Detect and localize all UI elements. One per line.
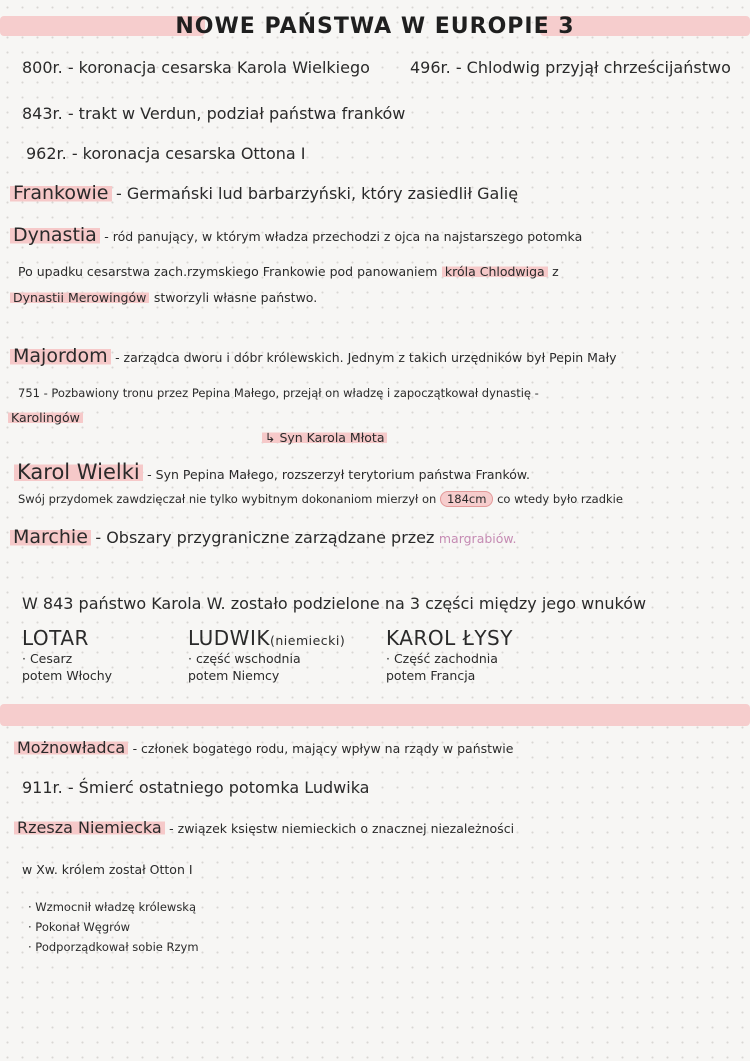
po-upadku-line-2 <box>10 290 317 306</box>
rzesza-def: - związek księstw niemieckich o znacznej niezależności <box>169 821 515 836</box>
text-751: 751 - Pozbawiony tronu przez Pepina Małego, przejął on władzę i zapoczątkował dynastię - <box>18 386 539 400</box>
text-843: 843r. - trakt w Verdun, podział państwa franków <box>22 104 406 123</box>
xw-text: w Xw. królem został Otton I <box>22 862 193 877</box>
frankowie-line <box>10 182 518 204</box>
ludwik-sub: (niemiecki) <box>269 633 346 648</box>
karol-lysy-l2: potem Francja <box>386 668 476 683</box>
column-lotar <box>22 626 112 684</box>
syn-line <box>262 430 387 446</box>
frankowie-def: - Germański lud barbarzyński, który zasiedlił Galię <box>115 184 519 203</box>
merowingow: Dynastii Merowingów <box>10 290 149 305</box>
mozno-def: - członek bogatego rodu, mający wpływ na rządy w państwie <box>132 741 514 756</box>
karol-wielki-2a: Swój przydomek zawdzięczał nie tylko wybitnym dokonaniom mierzył on <box>18 492 437 506</box>
po-upadku-a: Po upadku cesarstwa zach.rzymskiego Frankowie pod panowaniem <box>18 264 438 279</box>
dynastia-line <box>10 224 582 246</box>
lotar-l1: · Cesarz <box>22 651 73 666</box>
karol-wielki-def: - Syn Pepina Małego, rozszerzył terytorium państwa Franków. <box>147 467 530 482</box>
ludwik-l2: potem Niemcy <box>188 668 280 683</box>
karol-wielki-2c: co wtedy było rzadkie <box>497 492 623 506</box>
po-upadku-d: stworzyli własne państwo. <box>153 290 318 305</box>
w843-line <box>22 594 646 613</box>
frankowie-term: Frankowie <box>10 182 112 204</box>
height-badge: 184cm <box>440 491 493 507</box>
w843-text: W 843 państwo Karola W. zostało podzielone na 3 części między jego wnuków <box>22 594 647 613</box>
rzesza-line <box>14 818 514 837</box>
mozno-line <box>14 738 513 757</box>
line-962 <box>26 144 306 163</box>
bullet-1-text: · Wzmocnił władzę królewską <box>28 900 197 914</box>
majordom-term: Majordom <box>10 345 111 367</box>
po-upadku-b: króla Chlodwiga <box>442 264 548 279</box>
line-843 <box>22 104 405 123</box>
section-band <box>0 704 750 726</box>
marchie-def: - Obszary przygraniczne zarządzane przez <box>95 528 435 547</box>
marchie-line <box>10 526 516 548</box>
bullet-2 <box>28 920 130 934</box>
dynastia-term: Dynastia <box>10 224 100 246</box>
karol-lysy-head: KAROL ŁYSY <box>386 626 513 650</box>
xw-line <box>22 862 193 877</box>
rzesza-term: Rzesza Niemiecka <box>14 818 165 837</box>
text-962: 962r. - koronacja cesarska Ottona I <box>26 144 306 163</box>
ludwik-l1: · część wschodnia <box>188 651 301 666</box>
syn-karola: ↳ Syn Karola Młota <box>262 430 387 445</box>
text-496: 496r. - Chlodwig przyjął chrześcijaństwo <box>410 58 731 77</box>
page-title: NOWE PAŃSTWA W EUROPIE 3 <box>175 14 575 39</box>
karol-wielki-line-2 <box>18 492 623 506</box>
po-upadku-line-1 <box>18 264 559 280</box>
karolingow: Karolingów <box>8 410 83 425</box>
line-751 <box>18 386 539 400</box>
bullet-3-text: · Podporządkował sobie Rzym <box>28 940 199 954</box>
line-800 <box>22 58 370 77</box>
column-ludwik <box>188 626 345 684</box>
karol-lysy-l1: · Część zachodnia <box>386 651 498 666</box>
karol-wielki-line <box>14 460 530 484</box>
ludwik-head: LUDWIK <box>188 626 270 650</box>
bullet-3 <box>28 940 199 954</box>
bullet-2-text: · Pokonał Węgrów <box>28 920 131 934</box>
po-upadku-c: z <box>552 264 559 279</box>
ludwik-head-row <box>188 626 345 650</box>
column-karol-lysy <box>386 626 513 684</box>
marchie-term: Marchie <box>10 526 91 548</box>
majordom-def: - zarządca dworu i dóbr królewskich. Jednym z takich urzędników był Pepin Mały <box>115 350 617 365</box>
line-496 <box>410 58 731 77</box>
karolingow-line <box>8 410 83 426</box>
margrabiow: margrabiów. <box>438 531 517 546</box>
text-911: 911r. - Śmierć ostatniego potomka Ludwika <box>22 778 370 797</box>
majordom-line <box>10 345 617 367</box>
text-800: 800r. - koronacja cesarska Karola Wielkiego <box>22 58 370 77</box>
lotar-head: LOTAR <box>22 626 89 650</box>
lotar-l2: potem Włochy <box>22 668 113 683</box>
dynastia-def: - ród panujący, w którym władza przechodzi z ojca na najstarszego potomka <box>104 229 583 244</box>
karol-wielki-term: Karol Wielki <box>14 460 143 484</box>
line-911 <box>22 778 369 797</box>
bullet-1 <box>28 900 196 914</box>
mozno-term: Możnowładca <box>14 738 128 757</box>
